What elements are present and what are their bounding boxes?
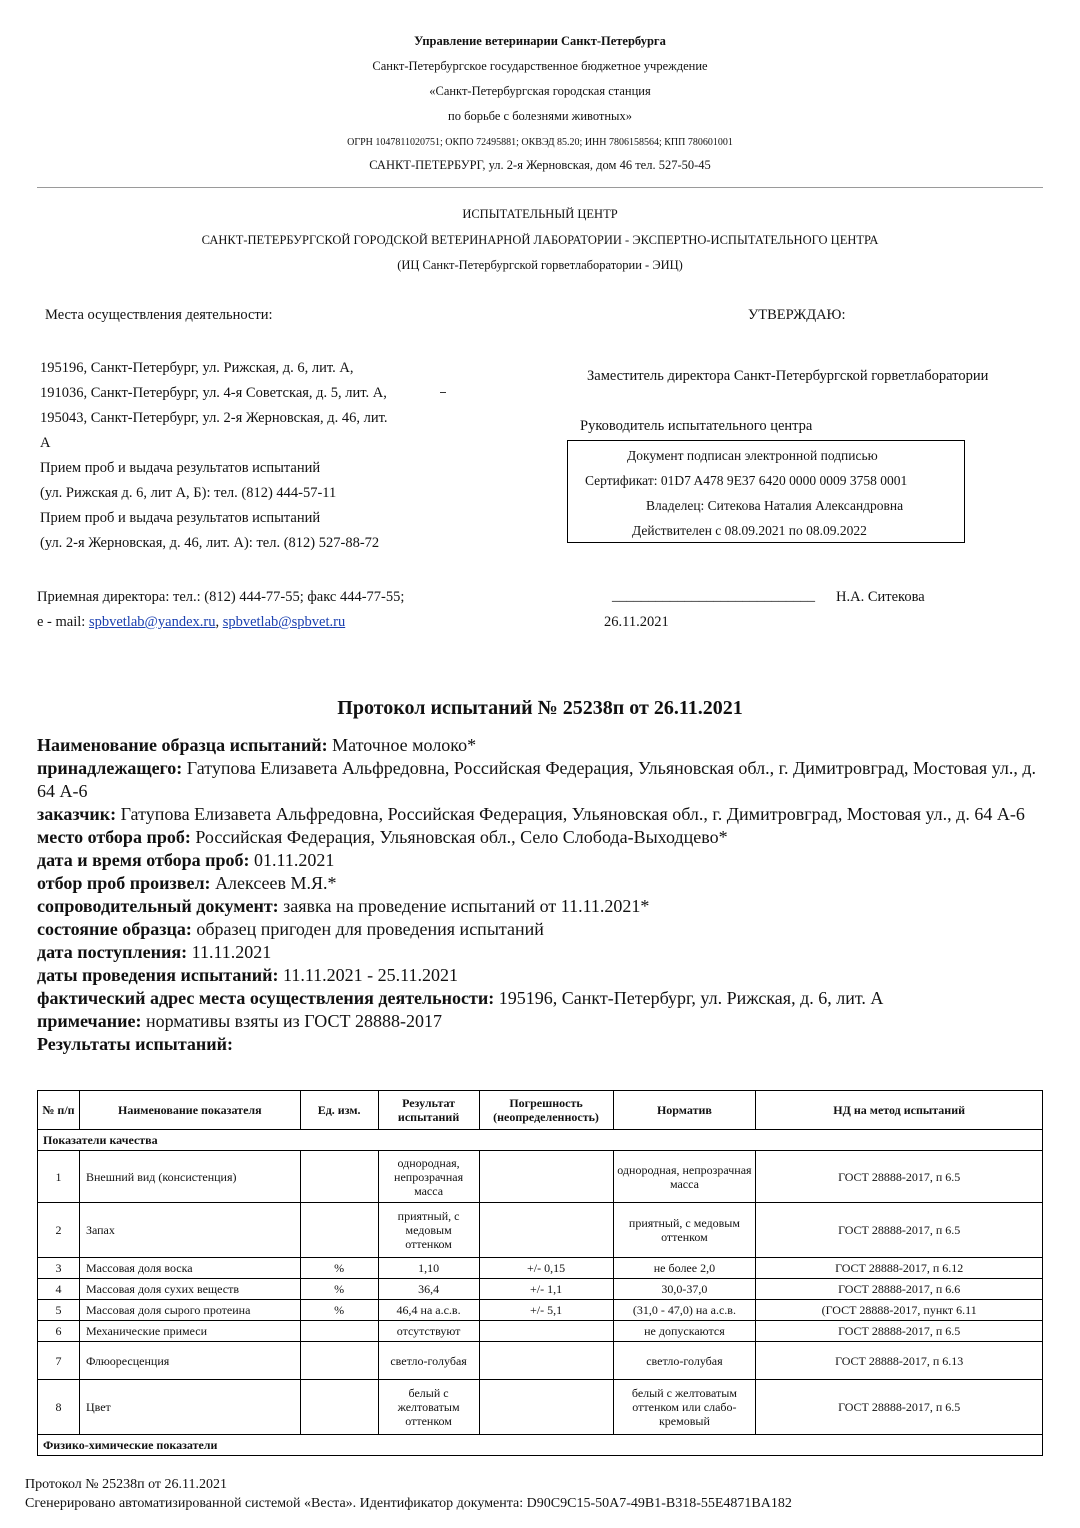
email-line (37, 614, 345, 631)
cell-indicator: Механические примеси (79, 1321, 300, 1342)
table-row (38, 1380, 1043, 1435)
col-header-method: НД на метод испытаний (756, 1091, 1043, 1130)
email-separator: , (215, 614, 223, 630)
cell-norm: 30,0-37,0 (613, 1279, 756, 1300)
info-value: 195196, Санкт-Петербург, ул. Рижская, д. 6, лит. А (494, 988, 884, 1008)
info-label: примечание: (37, 1011, 142, 1031)
places-label: Места осуществления деятельности: (45, 307, 273, 323)
center-line-3: (ИЦ Санкт-Петербургской горветлаборатории - ЭИЦ) (397, 258, 683, 272)
cell-norm: (31,0 - 47,0) на а.с.в. (613, 1300, 756, 1321)
cell-result: однородная, непрозрачная масса (378, 1151, 479, 1203)
info-row (37, 987, 1037, 1010)
cell-uncertainty: +/- 1,1 (479, 1279, 613, 1300)
section-row (38, 1435, 1043, 1456)
approval-date: 26.11.2021 (604, 614, 669, 630)
footer-protocol: Протокол № 25238п от 26.11.2021 (25, 1477, 228, 1492)
footer-generated: Сгенерировано автоматизированной системой «Веста». Идентификатор документа: D90C9C15-50A7-49B1-B318-55E4871BA182 (25, 1496, 792, 1511)
sig-line-1: Документ подписан электронной подписью (627, 448, 878, 463)
sig-certificate: Сертификат: 01D7 A478 9E37 6420 0000 0009 3758 0001 (585, 473, 908, 488)
cell-unit: % (300, 1258, 378, 1279)
cell-method: ГОСТ 28888-2017, п 6.5 (756, 1203, 1043, 1258)
info-label: даты проведения испытаний: (37, 965, 279, 985)
cell-number: 5 (38, 1300, 80, 1321)
results-table (37, 1090, 1043, 1456)
cell-result: 46,4 на а.с.в. (378, 1300, 479, 1321)
cell-method: ГОСТ 28888-2017, п 6.12 (756, 1258, 1043, 1279)
cell-indicator: Массовая доля воска (79, 1258, 300, 1279)
info-value: Маточное молоко* (327, 735, 477, 755)
col-header-norm: Норматив (613, 1091, 756, 1130)
cell-indicator: Флюоресценция (79, 1342, 300, 1380)
info-row (37, 964, 1037, 987)
header-divider (37, 187, 1043, 188)
reception-contacts: Приемная директора: тел.: (812) 444-77-55; факс 444-77-55; (37, 589, 405, 605)
cell-method: ГОСТ 28888-2017, п 6.13 (756, 1342, 1043, 1380)
info-label: дата и время отбора проб: (37, 850, 250, 870)
address-line: 195196, Санкт-Петербург, ул. Рижская, д. 6, лит. А, (40, 360, 354, 376)
cell-number: 2 (38, 1203, 80, 1258)
cell-result: 36,4 (378, 1279, 479, 1300)
info-value: образец пригоден для проведения испытаний (191, 919, 544, 939)
info-value: 11.11.2021 (187, 942, 272, 962)
cell-number: 6 (38, 1321, 80, 1342)
email-link-yandex[interactable]: spbvetlab@yandex.ru (88, 614, 216, 630)
signature-line: ____________________________ (612, 588, 815, 604)
info-row (37, 734, 1037, 757)
cell-indicator: Цвет (79, 1380, 300, 1435)
cell-unit (300, 1380, 378, 1435)
cell-norm: приятный, с медовым оттенком (613, 1203, 756, 1258)
section-physchem: Физико-химические показатели (38, 1435, 1043, 1456)
cell-unit (300, 1203, 378, 1258)
section-quality: Показатели качества (38, 1130, 1043, 1151)
info-row (37, 1010, 1037, 1033)
cell-uncertainty: +/- 5,1 (479, 1300, 613, 1321)
cell-indicator: Внешний вид (консистенция) (79, 1151, 300, 1203)
email-link-spbvet[interactable]: spbvetlab@spbvet.ru (222, 614, 346, 630)
e-signature-stamp (567, 440, 965, 543)
table-row (38, 1203, 1043, 1258)
cell-method: ГОСТ 28888-2017, п 6.6 (756, 1279, 1043, 1300)
cell-uncertainty (479, 1380, 613, 1435)
cell-unit (300, 1151, 378, 1203)
table-row (38, 1342, 1043, 1380)
info-label: Наименование образца испытаний: (37, 735, 328, 755)
head-title: Руководитель испытательного центра (580, 418, 813, 434)
cell-number: 1 (38, 1151, 80, 1203)
cell-number: 8 (38, 1380, 80, 1435)
cell-norm: однородная, непрозрачная масса (613, 1151, 756, 1203)
cell-method: ГОСТ 28888-2017, п 6.5 (756, 1321, 1043, 1342)
info-label: фактический адрес места осуществления деятельности: (37, 988, 495, 1008)
address-line: (ул. Рижская д. 6, лит А, Б): тел. (812) 444-57-11 (40, 485, 337, 501)
info-label: отбор проб произвел: (37, 873, 211, 893)
cell-method: ГОСТ 28888-2017, п 6.5 (756, 1380, 1043, 1435)
info-value: заявка на проведение испытаний от 11.11.2021* (278, 896, 650, 916)
info-value: 11.11.2021 - 25.11.2021 (278, 965, 458, 985)
address-line: 195043, Санкт-Петербург, ул. 2-я Жерновская, д. 46, лит. (40, 410, 388, 426)
info-value: 01.11.2021 (249, 850, 335, 870)
cell-norm: не допускаются (613, 1321, 756, 1342)
section-row (38, 1130, 1043, 1151)
cell-result: белый с желтоватым оттенком (378, 1380, 479, 1435)
cell-method: ГОСТ 28888-2017, п 6.5 (756, 1151, 1043, 1203)
approve-label: УТВЕРЖДАЮ: (748, 307, 846, 323)
cell-unit (300, 1342, 378, 1380)
cell-unit: % (300, 1279, 378, 1300)
info-row (37, 849, 1037, 872)
cell-uncertainty: +/- 0,15 (479, 1258, 613, 1279)
info-value: Российская Федерация, Ульяновская обл., Село Слобода-Выходцево* (190, 827, 728, 847)
info-label: место отбора проб: (37, 827, 191, 847)
org-line-4: по борьбе с болезнями животных» (448, 109, 632, 123)
sample-info (37, 734, 1037, 1056)
cell-norm: не более 2,0 (613, 1258, 756, 1279)
col-header-indicator: Наименование показателя (79, 1091, 300, 1130)
deputy-title: Заместитель директора Санкт-Петербургской горветлаборатории (587, 368, 989, 384)
info-label: дата поступления: (37, 942, 188, 962)
cell-number: 7 (38, 1342, 80, 1380)
cell-indicator: Запах (79, 1203, 300, 1258)
sig-owner: Владелец: Ситекова Наталия Александровна (646, 498, 904, 513)
address-line: (ул. 2-я Жерновская, д. 46, лит. А): тел. (812) 527-88-72 (40, 535, 380, 551)
col-header-result: Результат испытаний (378, 1091, 479, 1130)
table-header-row (38, 1091, 1043, 1130)
protocol-title: Протокол испытаний № 25238п от 26.11.2021 (337, 697, 743, 719)
cell-uncertainty (479, 1203, 613, 1258)
cell-indicator: Массовая доля сухих веществ (79, 1279, 300, 1300)
sig-validity: Действителен с 08.09.2021 по 08.09.2022 (632, 523, 867, 538)
org-address: САНКТ-ПЕТЕРБУРГ, ул. 2-я Жерновская, дом 46 тел. 527-50-45 (369, 158, 711, 172)
center-line-1: ИСПЫТАТЕЛЬНЫЙ ЦЕНТР (462, 207, 618, 221)
table-row (38, 1321, 1043, 1342)
address-list (40, 356, 460, 556)
address-line: 191036, Санкт-Петербург, ул. 4-я Советская, д. 5, лит. А, (40, 385, 387, 401)
address-line: Прием проб и выдача результатов испытаний (40, 510, 321, 526)
info-value: Гатупова Елизавета Альфредовна, Российская Федерация, Ульяновская обл., г. Димитровград, Мостовая ул., д. 64 А-6 (37, 758, 1037, 801)
table-row (38, 1258, 1043, 1279)
cell-unit: % (300, 1300, 378, 1321)
info-label: принадлежащего: (37, 758, 183, 778)
info-label: сопроводительный документ: (37, 896, 279, 916)
cell-number: 3 (38, 1258, 80, 1279)
col-header-uncertainty: Погрешность (неопределенность) (479, 1091, 613, 1130)
cell-result: 1,10 (378, 1258, 479, 1279)
org-line-3: «Санкт-Петербургская городская станция (429, 84, 651, 98)
cell-indicator: Массовая доля сырого протеина (79, 1300, 300, 1321)
email-prefix: e - mail: (37, 614, 89, 630)
info-label: заказчик: (37, 804, 117, 824)
info-row (37, 895, 1037, 918)
stray-dash (440, 392, 446, 393)
cell-result: отсутствуют (378, 1321, 479, 1342)
cell-result: приятный, с медовым оттенком (378, 1203, 479, 1258)
cell-norm: белый с желтоватым оттенком или слабо-кремовый (613, 1380, 756, 1435)
address-line: А (40, 435, 51, 451)
info-row (37, 941, 1037, 964)
info-row (37, 1033, 1037, 1056)
table-row (38, 1279, 1043, 1300)
cell-uncertainty (479, 1321, 613, 1342)
table-row (38, 1151, 1043, 1203)
org-line-2: Санкт-Петербургское государственное бюджетное учреждение (372, 59, 708, 73)
cell-norm: светло-голубая (613, 1342, 756, 1380)
cell-unit (300, 1321, 378, 1342)
org-name: Управление ветеринарии Санкт-Петербурга (414, 34, 666, 48)
info-value: Алексеев М.Я.* (210, 873, 337, 893)
info-row (37, 803, 1037, 826)
info-value: нормативы взяты из ГОСТ 28888-2017 (141, 1011, 442, 1031)
address-line: Прием проб и выдача результатов испытаний (40, 460, 321, 476)
col-header-number: № п/п (38, 1091, 80, 1130)
info-label: состояние образца: (37, 919, 192, 939)
cell-uncertainty (479, 1151, 613, 1203)
info-row (37, 757, 1037, 803)
info-row (37, 918, 1037, 941)
cell-result: светло-голубая (378, 1342, 479, 1380)
info-row (37, 826, 1037, 849)
cell-method: (ГОСТ 28888-2017, пункт 6.11 (756, 1300, 1043, 1321)
org-codes: ОГРН 1047811020751; ОКПО 72495881; ОКВЭД 85.20; ИНН 7806158564; КПП 780601001 (347, 137, 733, 148)
info-row (37, 872, 1037, 895)
signer-name: Н.А. Ситекова (836, 589, 925, 605)
info-value: Гатупова Елизавета Альфредовна, Российская Федерация, Ульяновская обл., г. Димитровград, Мостовая ул., д. 64 А-6 (116, 804, 1025, 824)
cell-number: 4 (38, 1279, 80, 1300)
results-heading: Результаты испытаний: (37, 1034, 234, 1054)
col-header-unit: Ед. изм. (300, 1091, 378, 1130)
table-row (38, 1300, 1043, 1321)
center-line-2: САНКТ-ПЕТЕРБУРГСКОЙ ГОРОДСКОЙ ВЕТЕРИНАРНОЙ ЛАБОРАТОРИИ - ЭКСПЕРТНО-ИСПЫТАТЕЛЬНОГО ЦЕНТРА (201, 233, 879, 247)
cell-uncertainty (479, 1342, 613, 1380)
